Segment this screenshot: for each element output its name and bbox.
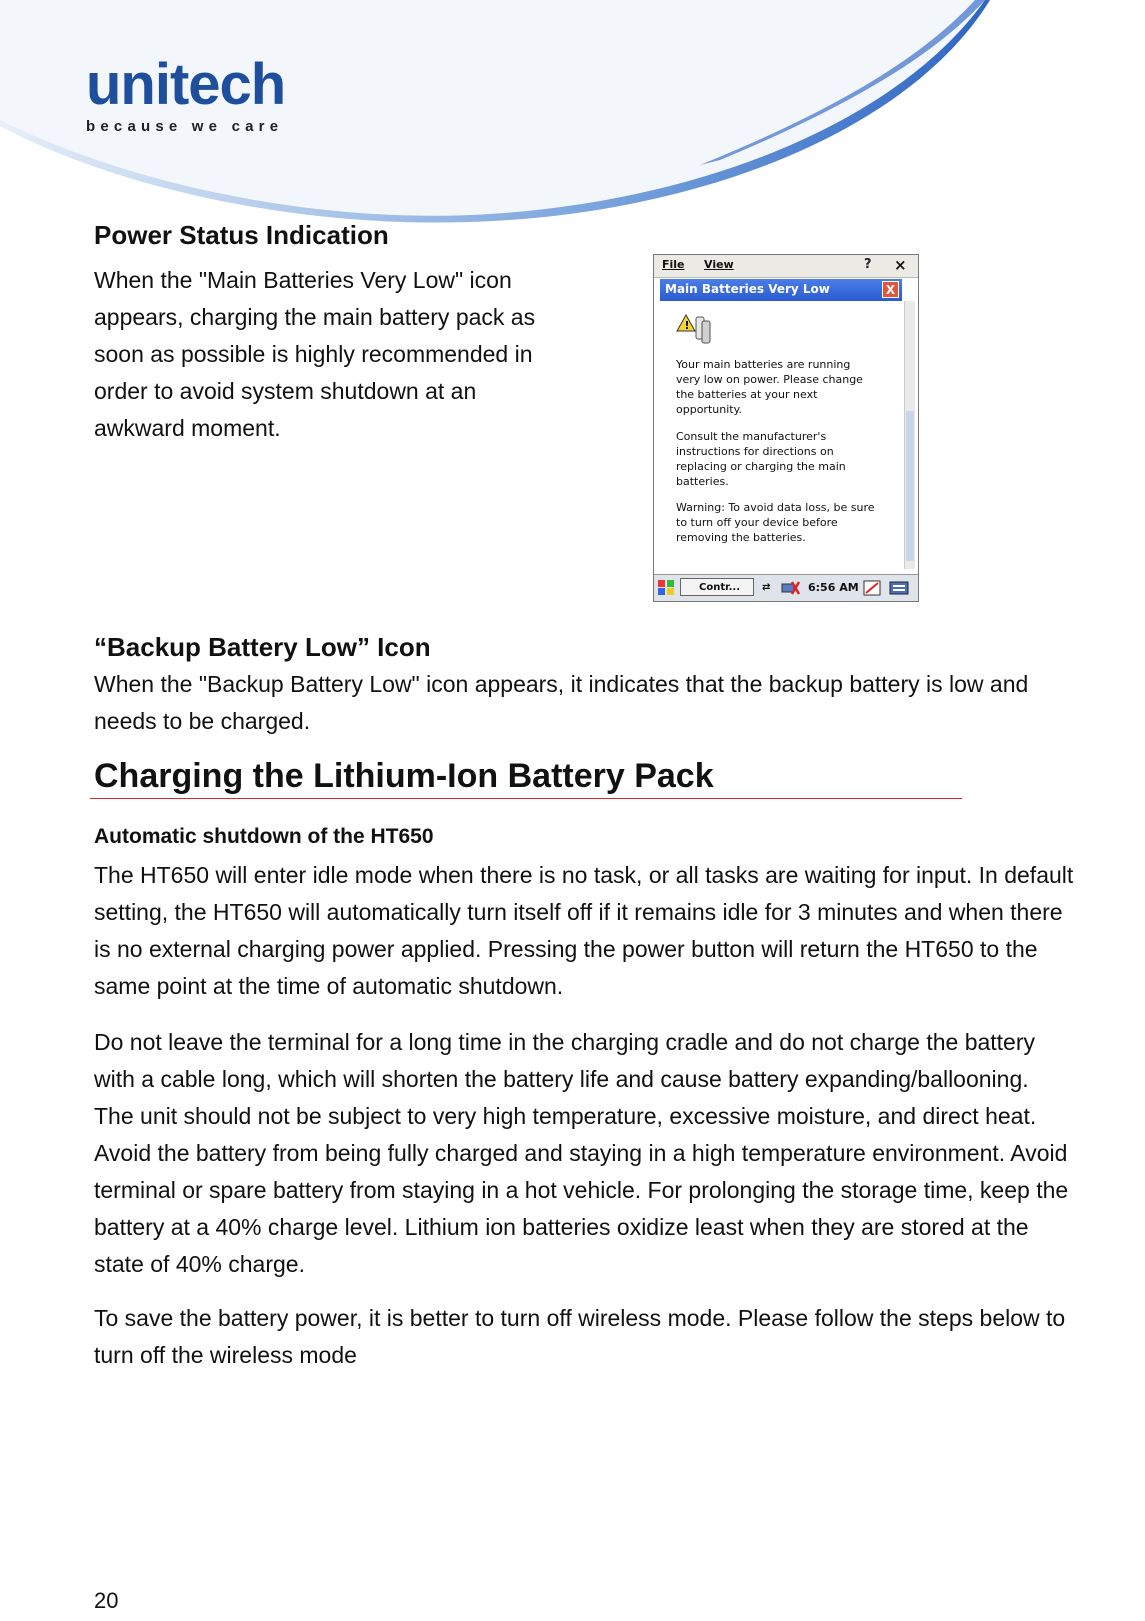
dialog-line: Your main batteries are running — [676, 358, 851, 371]
heading-rule — [90, 798, 962, 799]
text-line: needs to be charged. — [94, 708, 311, 734]
dialog-line: removing the batteries. — [676, 531, 806, 544]
task-label: Contr... — [699, 582, 741, 593]
text-line: Avoid the battery from being fully charged and staying in a high temperature environment. Avoid — [94, 1140, 1068, 1166]
device-taskbar — [654, 574, 918, 601]
taskbar-clock: 6:56 AM — [808, 581, 859, 594]
backup-battery-heading: “Backup Battery Low” Icon — [94, 632, 431, 662]
text-line: turn off the wireless mode — [94, 1342, 357, 1368]
dialog-line: to turn off your device before — [676, 516, 838, 529]
menu-file[interactable]: File — [662, 258, 685, 271]
text-line: appears, charging the main battery pack as — [94, 304, 536, 330]
charging-heading: Charging the Lithium-Ion Battery Pack — [94, 757, 714, 795]
tray-battery-warning-icon[interactable] — [780, 580, 800, 596]
text-line: order to avoid system shutdown at an — [94, 378, 477, 404]
text-line: with a cable long, which will shorten the battery life and cause battery expanding/ballooning. — [94, 1066, 1029, 1092]
taskbar-control-panel-button[interactable] — [680, 578, 754, 596]
text-line: The unit should not be subject to very high temperature, excessive moisture, and direct heat. — [94, 1103, 1037, 1129]
battery-care-text — [94, 1024, 1139, 1283]
tray-notification-icon[interactable] — [862, 579, 882, 597]
unitech-logo — [86, 52, 286, 135]
text-line: The HT650 will enter idle mode when there is no task, or all tasks are waiting for input. In default — [94, 862, 1074, 888]
svg-text:!: ! — [684, 319, 690, 332]
close-icon[interactable]: × — [894, 256, 907, 274]
logo-wordmark: unitech — [86, 52, 286, 117]
page-number: 20 — [94, 1588, 119, 1613]
dialog-para-1 — [676, 357, 901, 417]
windows-start-icon[interactable] — [657, 579, 675, 596]
text-line: same point at the time of automatic shutdown. — [94, 973, 564, 999]
text-line: To save the battery power, it is better to turn off wireless mode. Please follow the steps below to — [94, 1305, 1066, 1331]
text-line: Do not leave the terminal for a long time in the charging cradle and do not charge the battery — [94, 1029, 1036, 1055]
device-screenshot — [653, 254, 919, 602]
auto-shutdown-subheading: Automatic shutdown of the HT650 — [94, 825, 434, 848]
dialog-line: the batteries at your next — [676, 388, 818, 401]
text-line: state of 40% charge. — [94, 1251, 305, 1277]
dialog-para-2 — [676, 429, 901, 489]
battery-warning-icon — [676, 313, 712, 345]
text-line: awkward moment. — [94, 415, 281, 441]
wireless-mode-text — [94, 1300, 1139, 1374]
power-status-text — [94, 262, 614, 447]
dialog-line: replacing or charging the main — [676, 460, 846, 473]
device-menubar — [654, 255, 918, 278]
scrollbar-thumb[interactable] — [906, 411, 914, 561]
dialog-line: very low on power. Please change — [676, 373, 863, 386]
power-status-heading: Power Status Indication — [94, 220, 389, 250]
dialog-title: Main Batteries Very Low — [665, 282, 830, 296]
dialog-line: instructions for directions on — [676, 445, 834, 458]
dialog-titlebar — [660, 279, 902, 301]
text-line: soon as possible is highly recommended in — [94, 341, 533, 367]
menu-view[interactable]: View — [704, 258, 734, 271]
text-line: terminal or spare battery from staying in a hot vehicle. For prolonging the storage time, keep the — [94, 1177, 1069, 1203]
tray-keyboard-icon[interactable] — [888, 579, 910, 597]
backup-battery-text — [94, 666, 1134, 740]
text-line: is no external charging power applied. Pressing the power button will return the HT650 to the — [94, 936, 1038, 962]
text-line: When the "Backup Battery Low" icon appears, it indicates that the backup battery is low and — [94, 671, 1029, 697]
text-line: battery at a 40% charge level. Lithium ion batteries oxidize least when they are stored at the — [94, 1214, 1029, 1240]
dialog-scrollbar[interactable] — [904, 301, 915, 569]
text-line: When the "Main Batteries Very Low" icon — [94, 267, 512, 293]
help-icon[interactable]: ? — [864, 257, 872, 272]
dialog-close-button[interactable]: X — [882, 281, 899, 298]
dialog-line: opportunity. — [676, 403, 743, 416]
dialog-line: Consult the manufacturer's — [676, 430, 827, 443]
dialog-line: Warning: To avoid data loss, be sure — [676, 501, 875, 514]
auto-shutdown-text — [94, 857, 1139, 1005]
dialog-line: batteries. — [676, 475, 729, 488]
logo-tagline: because we care — [86, 118, 284, 135]
tray-network-icon[interactable]: ⇄ — [762, 582, 771, 593]
dialog-para-3 — [676, 500, 901, 545]
text-line: setting, the HT650 will automatically turn itself off if it remains idle for 3 minutes and when there — [94, 899, 1063, 925]
